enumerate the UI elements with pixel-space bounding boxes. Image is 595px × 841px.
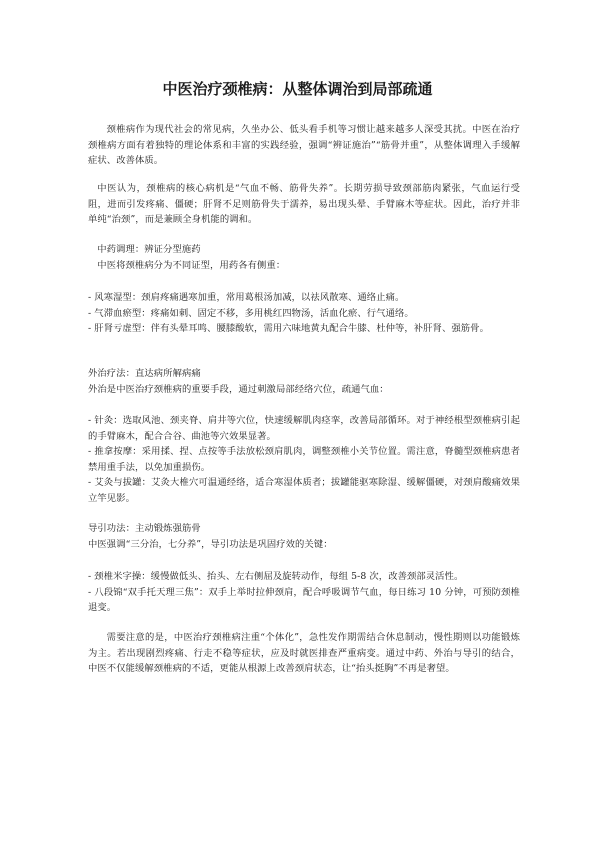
intro-section bbox=[88, 122, 520, 169]
page-title: 中医治疗颈椎病：从整体调治到局部疏通 bbox=[162, 80, 433, 98]
conclusion-section bbox=[88, 630, 520, 677]
list-item: - 针灸：选取风池、颈夹脊、肩井等穴位，快速缓解肌肉痉挛，改善局部循环。对于神经根型颈椎病引起的手臂麻木，配合合谷、曲池等穴效果显著。 bbox=[88, 415, 520, 442]
theory-paragraph: 中医认为，颈椎病的核心病机是“气血不畅、筋骨失养”。长期劳损导致颈部筋肉紧张，气血运行受阻，进而引发疼痛、僵硬；肝肾不足则筋骨失于濡养，易出现头晕、手臂麻木等症状。因此，治疗并非单纯“治颈”，而是兼顾全身机能的调和。 bbox=[88, 183, 520, 225]
herbal-section bbox=[88, 242, 520, 273]
external-list bbox=[88, 413, 520, 506]
list-item: - 风寒湿型：颈肩疼痛遇寒加重，常用葛根汤加减，以祛风散寒、通络止痛。 bbox=[88, 292, 405, 303]
list-item: - 艾灸与拔罐：艾灸大椎穴可温通经络，适合寒湿体质者；拔罐能驱寒除湿、缓解僵硬，对颈肩酸痛效果立竿见影。 bbox=[88, 477, 520, 504]
herbal-heading: 中药调理：辨证分型施药 bbox=[97, 244, 201, 255]
external-section bbox=[88, 366, 520, 397]
list-item: - 颈椎米字操：缓慢做低头、抬头、左右侧屈及旋转动作，每组 5-8 次，改善颈部灵活性。 bbox=[88, 571, 464, 582]
list-item: - 肝肾亏虚型：伴有头晕耳鸣、腰膝酸软，需用六味地黄丸配合牛膝、杜仲等，补肝肾、强筋骨。 bbox=[88, 323, 489, 334]
exercise-section bbox=[88, 521, 520, 552]
herbal-list bbox=[88, 290, 520, 337]
external-lead: 外治是中医治疗颈椎病的重要手段，通过刺激局部经络穴位，疏通气血： bbox=[88, 383, 389, 395]
herbal-lead: 中医将颈椎病分为不同证型，用药各有侧重： bbox=[97, 259, 286, 271]
exercise-heading: 导引功法：主动锻炼强筋骨 bbox=[88, 523, 201, 534]
exercise-lead: 中医强调“三分治，七分养”，导引功法是巩固疗效的关键： bbox=[88, 538, 333, 550]
conclusion-paragraph: 需要注意的是，中医治疗颈椎病注重“个体化”，急性发作期需结合休息制动，慢性期则以功能锻炼为主。若出现剧烈疼痛、行走不稳等症状，应及时就医排查严重病变。通过中药、外治与导引的结合，中医不仅能缓解颈椎病的不适，更能从根源上改善颈肩状态，让“抬头挺胸”不再是奢望。 bbox=[88, 632, 520, 674]
exercise-list bbox=[88, 569, 520, 616]
external-heading: 外治疗法：直达病所解病痛 bbox=[88, 368, 201, 379]
list-item: - 推拿按摩：采用揉、捏、点按等手法放松颈肩肌肉，调整颈椎小关节位置。需注意，脊髓型颈椎病患者禁用重手法，以免加重损伤。 bbox=[88, 446, 520, 473]
list-item: - 八段锦“双手托天理三焦”：双手上举时拉伸颈肩，配合呼吸调节气血，每日练习 10 分钟，可预防颈椎退变。 bbox=[88, 586, 520, 613]
theory-section bbox=[88, 181, 520, 228]
list-item: - 气滞血瘀型：疼痛如刺、固定不移，多用桃红四物汤，活血化瘀、行气通络。 bbox=[88, 307, 414, 319]
intro-paragraph: 颈椎病作为现代社会的常见病，久坐办公、低头看手机等习惯让越来越多人深受其扰。中医在治疗颈椎病方面有着独特的理论体系和丰富的实践经验，强调“辨证施治”“筋骨并重”，从整体调理入手缓解症状、改善体质。 bbox=[88, 124, 520, 166]
